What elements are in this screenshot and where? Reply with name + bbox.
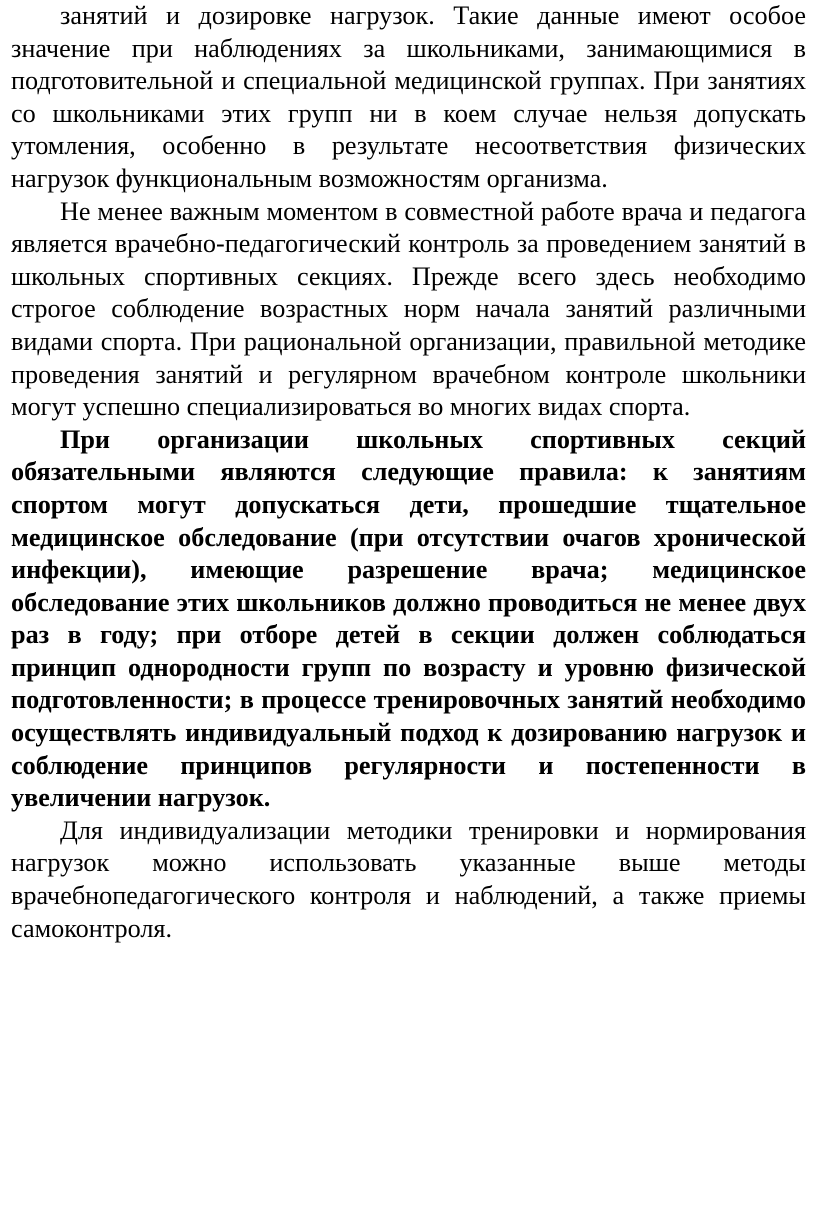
paragraph-individualization: Для индивидуализации методики тренировки и нормирования нагрузок можно использовать указанные выше методы врачебнопедагогического контроля и наблюдений, а также приемы самоконтроля. <box>11 815 806 943</box>
paragraph-rules-bold: При организации школьных спортивных секций обязательными являются следующие правила: к занятиям спортом могут допускаться дети, прошедшие тщательное медицинское обследование (при отсутствии очагов хронической инфекции), имеющие разрешение врача; медицинское обследование этих школьников должно проводиться не менее двух раз в году; при отборе детей в секции должен соблюдаться принцип однородности групп по возрасту и уровню физической подготовленности; в процессе тренировочных занятий необходимо осуществлять индивидуальный подход к дозированию нагрузок и соблюдение принципов регулярности и постепенности в увеличении нагрузок. <box>11 424 806 813</box>
text-column <box>11 0 806 945</box>
paragraph-school-sports-sections: Не менее важным моментом в совместной работе врача и педагога является врачебно-педагогический контроль за проведением занятий в школьных спортивных секциях. Прежде всего здесь необходимо строгое соблюдение возрастных норм начала занятий различными видами спорта. При рациональной организации, правильной методике проведения занятий и регулярном врачебном контроле школьники могут успешно специализироваться во многих видах спорта. <box>11 196 806 422</box>
paragraph-continuation: занятий и дозировке нагрузок. Такие данные имеют особое значение при наблюдениях за школьниками, занимающимися в подготовительной и специальной медицинской группах. При занятиях со школьниками этих групп ни в коем случае нельзя допускать утомления, особенно в результате несоответствия физических нагрузок функциональным возможностям организма. <box>11 1 806 193</box>
